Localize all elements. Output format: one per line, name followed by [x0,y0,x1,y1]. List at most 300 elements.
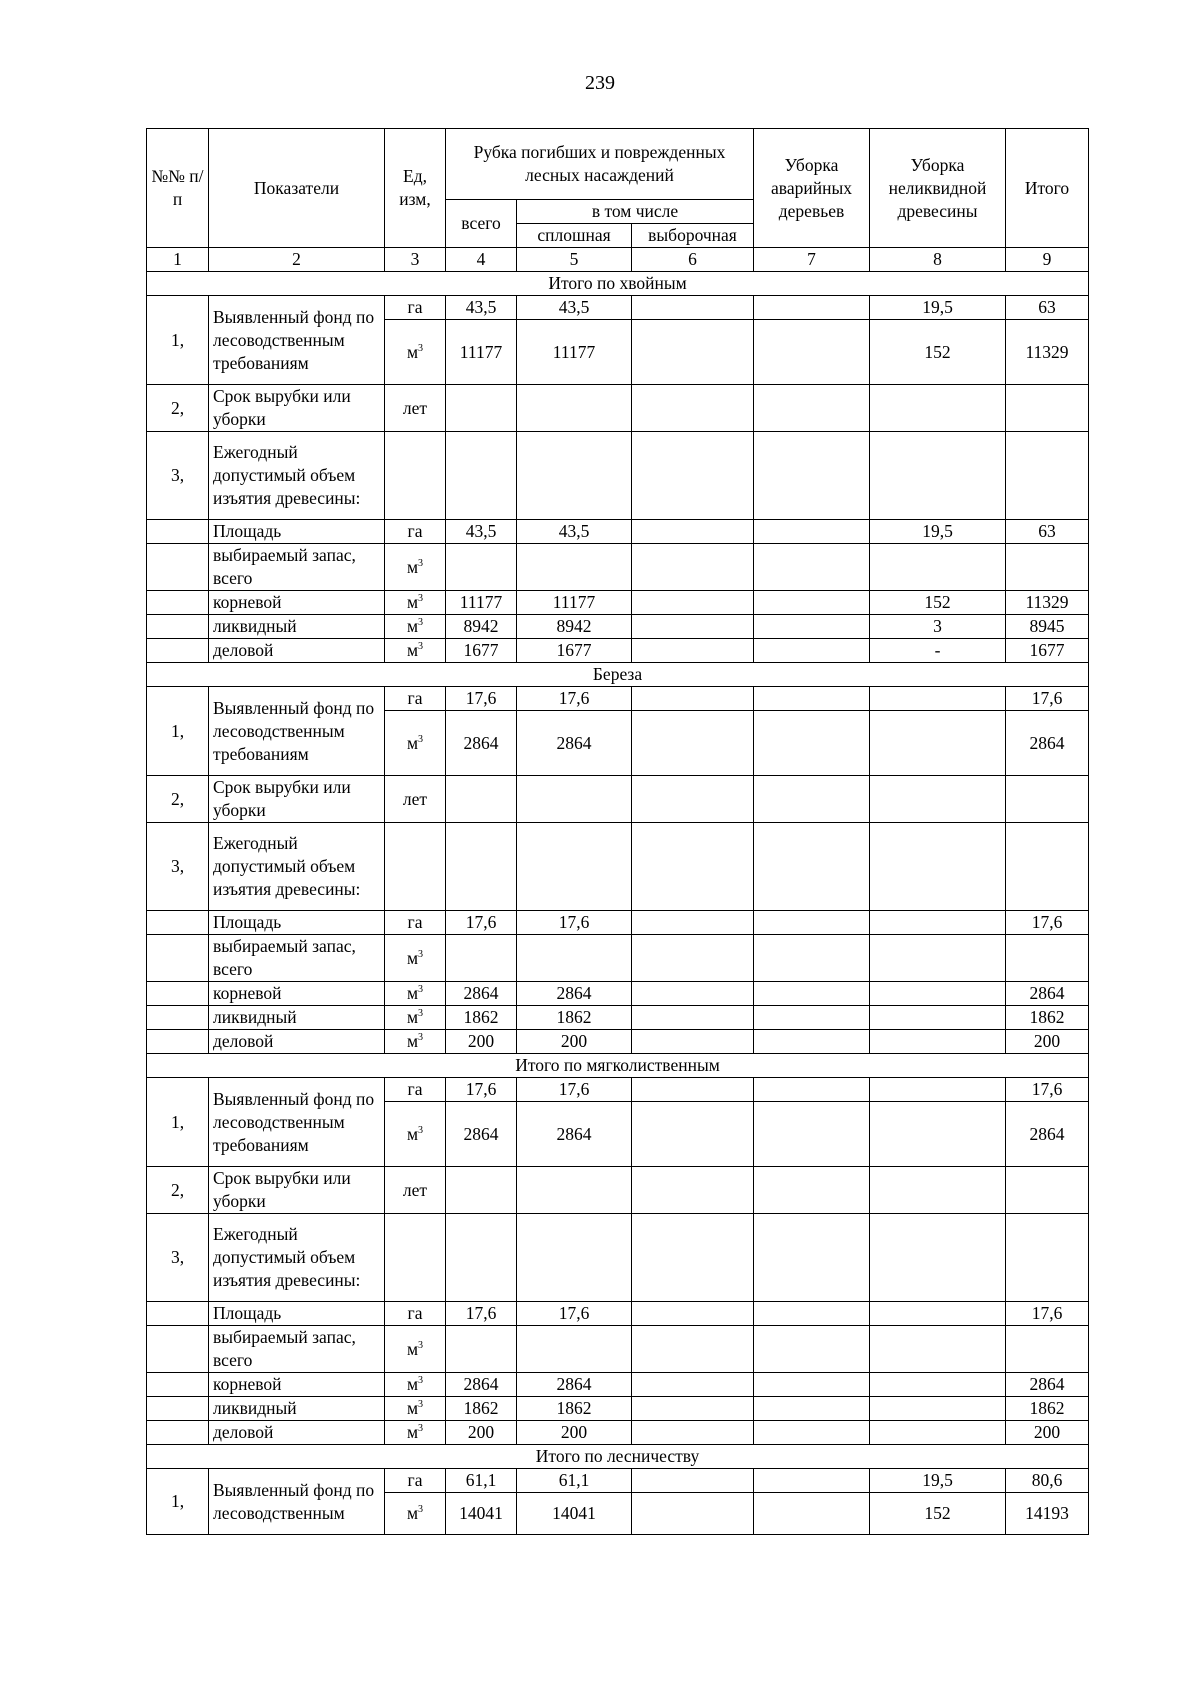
value-cell [1006,823,1089,911]
header-selective: выборочная [632,224,754,248]
row-number [147,1030,209,1054]
value-cell [1006,935,1089,982]
header-including: в том числе [517,200,754,224]
table-row [147,1006,1089,1030]
value-cell [632,776,754,823]
unit-cell: $м^3$ [385,320,446,385]
table-row [147,591,1089,615]
value-cell: 1862 [517,1397,632,1421]
row-number: 1, [147,687,209,776]
table-row [147,1397,1089,1421]
row-label: Выявленный фонд по лесоводственным [209,1469,385,1535]
unit-cell: $м^3$ [385,1006,446,1030]
value-cell: 2864 [446,982,517,1006]
table-row [147,1214,1089,1302]
row-number: 1, [147,296,209,385]
table-row [147,1421,1089,1445]
value-cell: 17,6 [446,1302,517,1326]
value-cell [870,1397,1006,1421]
value-cell [870,432,1006,520]
header-num: №№ п/п [147,129,209,248]
table-row [147,1326,1089,1373]
value-cell [754,1469,870,1493]
value-cell [754,1421,870,1445]
value-cell: 17,6 [1006,1078,1089,1102]
header-grand-total: Итого [1006,129,1089,248]
value-cell [446,935,517,982]
header-unit: Ед, изм, [385,129,446,248]
unit-cell: га [385,1469,446,1493]
value-cell: 43,5 [446,296,517,320]
value-cell: 61,1 [517,1469,632,1493]
value-cell [446,1326,517,1373]
table-row [147,911,1089,935]
value-cell [632,1030,754,1054]
value-cell [517,823,632,911]
unit-cell: $м^3$ [385,591,446,615]
value-cell [870,935,1006,982]
row-label: Срок вырубки или уборки [209,776,385,823]
table-row [147,1078,1089,1102]
section-title: Итого по мягколиственным [147,1054,1089,1078]
value-cell: 14041 [517,1493,632,1535]
row-number: 2, [147,1167,209,1214]
row-number: 1, [147,1078,209,1167]
value-cell: 200 [517,1030,632,1054]
unit-cell: $м^3$ [385,1373,446,1397]
value-cell: 17,6 [446,911,517,935]
unit-cell: лет [385,385,446,432]
value-cell [870,1373,1006,1397]
value-cell: - [870,639,1006,663]
value-cell: 2864 [446,711,517,776]
value-cell [632,1214,754,1302]
table-row [147,1469,1089,1493]
value-cell: 17,6 [446,1078,517,1102]
value-cell [632,823,754,911]
section-title: Итого по лесничеству [147,1445,1089,1469]
value-cell [754,1214,870,1302]
value-cell: 200 [446,1030,517,1054]
value-cell [632,1397,754,1421]
value-cell: 11177 [446,320,517,385]
unit-cell: га [385,1078,446,1102]
row-number [147,591,209,615]
value-cell [446,776,517,823]
value-cell [754,591,870,615]
value-cell [754,544,870,591]
value-cell [517,1167,632,1214]
row-label: корневой [209,1373,385,1397]
row-number: 3, [147,823,209,911]
value-cell [517,1214,632,1302]
table-body [147,272,1089,1535]
row-label: Площадь [209,520,385,544]
unit-cell: га [385,520,446,544]
value-cell [754,1373,870,1397]
table-row [147,615,1089,639]
header-clear: сплошная [517,224,632,248]
value-cell [870,1102,1006,1167]
value-cell [754,1493,870,1535]
value-cell: 8945 [1006,615,1089,639]
unit-cell: га [385,911,446,935]
value-cell [754,823,870,911]
value-cell [632,544,754,591]
value-cell: 17,6 [1006,1302,1089,1326]
value-cell [632,1302,754,1326]
row-number [147,1302,209,1326]
unit-cell [385,823,446,911]
header-emergency: Уборка аварийных деревьев [754,129,870,248]
value-cell [632,1006,754,1030]
col-number: 7 [754,248,870,272]
value-cell [632,320,754,385]
value-cell: 19,5 [870,1469,1006,1493]
value-cell [1006,432,1089,520]
value-cell [870,1302,1006,1326]
value-cell: 8942 [517,615,632,639]
value-cell [517,776,632,823]
row-number [147,615,209,639]
value-cell [446,544,517,591]
value-cell [754,687,870,711]
value-cell [754,711,870,776]
row-label: выбираемый запас, всего [209,544,385,591]
unit-cell: $м^3$ [385,639,446,663]
row-number [147,982,209,1006]
unit-cell [385,432,446,520]
value-cell [754,385,870,432]
value-cell: 63 [1006,520,1089,544]
table-row [147,982,1089,1006]
section-title-row [147,663,1089,687]
value-cell [870,911,1006,935]
value-cell [754,1078,870,1102]
value-cell [754,935,870,982]
table-row [147,935,1089,982]
value-cell: 200 [1006,1421,1089,1445]
value-cell [632,520,754,544]
value-cell: 1677 [517,639,632,663]
value-cell: 11329 [1006,591,1089,615]
value-cell: 200 [446,1421,517,1445]
value-cell [1006,1167,1089,1214]
unit-cell: $м^3$ [385,1493,446,1535]
row-number [147,544,209,591]
unit-cell: лет [385,1167,446,1214]
value-cell [632,296,754,320]
col-number: 1 [147,248,209,272]
row-number: 3, [147,1214,209,1302]
value-cell: 17,6 [517,1078,632,1102]
row-number [147,1397,209,1421]
value-cell: 17,6 [517,911,632,935]
row-number: 2, [147,385,209,432]
row-number [147,1421,209,1445]
unit-cell: $м^3$ [385,1421,446,1445]
value-cell: 2864 [446,1373,517,1397]
value-cell [1006,1326,1089,1373]
unit-cell: $м^3$ [385,1326,446,1373]
value-cell [632,639,754,663]
value-cell: 11177 [446,591,517,615]
value-cell: 8942 [446,615,517,639]
value-cell [754,1006,870,1030]
value-cell [1006,1214,1089,1302]
value-cell: 17,6 [1006,911,1089,935]
value-cell: 11177 [517,320,632,385]
row-number: 2, [147,776,209,823]
table-row [147,1167,1089,1214]
value-cell: 2864 [517,1373,632,1397]
section-title: Береза [147,663,1089,687]
col-number: 8 [870,248,1006,272]
value-cell [632,432,754,520]
row-label: выбираемый запас, всего [209,935,385,982]
value-cell [870,687,1006,711]
unit-cell: $м^3$ [385,615,446,639]
value-cell [632,1373,754,1397]
row-label: выбираемый запас, всего [209,1326,385,1373]
row-number: 3, [147,432,209,520]
value-cell: 17,6 [1006,687,1089,711]
row-number [147,1326,209,1373]
section-title: Итого по хвойным [147,272,1089,296]
forest-felling-table [146,128,1089,1535]
table-row [147,776,1089,823]
value-cell [446,385,517,432]
value-cell [870,1078,1006,1102]
value-cell [754,615,870,639]
value-cell: 17,6 [517,687,632,711]
value-cell [632,1167,754,1214]
table-header [147,129,1089,272]
value-cell [446,1167,517,1214]
row-number [147,935,209,982]
row-label: Срок вырубки или уборки [209,1167,385,1214]
table-row [147,639,1089,663]
value-cell: 43,5 [446,520,517,544]
value-cell [870,1214,1006,1302]
value-cell [754,1102,870,1167]
table-row [147,544,1089,591]
table-row [147,823,1089,911]
unit-cell: $м^3$ [385,1397,446,1421]
value-cell [870,1421,1006,1445]
header-total-all: всего [446,200,517,248]
value-cell [870,544,1006,591]
value-cell [632,615,754,639]
table-row [147,1030,1089,1054]
value-cell: 61,1 [446,1469,517,1493]
value-cell: 1677 [446,639,517,663]
value-cell: 1677 [1006,639,1089,663]
row-label: деловой [209,1030,385,1054]
row-number [147,1006,209,1030]
value-cell: 17,6 [517,1302,632,1326]
row-label: Срок вырубки или уборки [209,385,385,432]
unit-cell: $м^3$ [385,982,446,1006]
col-number: 2 [209,248,385,272]
value-cell [632,1469,754,1493]
value-cell [517,432,632,520]
value-cell: 200 [1006,1030,1089,1054]
col-number: 9 [1006,248,1089,272]
value-cell [517,385,632,432]
value-cell [446,432,517,520]
value-cell: 43,5 [517,520,632,544]
value-cell: 14041 [446,1493,517,1535]
value-cell [754,982,870,1006]
row-number [147,639,209,663]
value-cell: 1862 [517,1006,632,1030]
value-cell [1006,544,1089,591]
unit-cell: га [385,687,446,711]
col-number: 6 [632,248,754,272]
value-cell: 2864 [517,982,632,1006]
row-label: Выявленный фонд по лесоводственным требованиям [209,296,385,385]
row-label: Ежегодный допустимый объем изъятия древесины: [209,823,385,911]
value-cell [754,911,870,935]
table-row [147,432,1089,520]
value-cell: 2864 [1006,1102,1089,1167]
value-cell [632,385,754,432]
value-cell: 63 [1006,296,1089,320]
value-cell: 152 [870,591,1006,615]
row-number: 1, [147,1469,209,1535]
row-label: Выявленный фонд по лесоводственным требованиям [209,1078,385,1167]
value-cell [1006,385,1089,432]
value-cell: 152 [870,1493,1006,1535]
value-cell: 2864 [1006,711,1089,776]
table-row [147,1302,1089,1326]
table-row [147,385,1089,432]
row-label: Площадь [209,1302,385,1326]
value-cell [632,982,754,1006]
value-cell: 200 [517,1421,632,1445]
value-cell [632,935,754,982]
row-label: корневой [209,591,385,615]
unit-cell: $м^3$ [385,1102,446,1167]
row-label: деловой [209,639,385,663]
value-cell [754,320,870,385]
value-cell: 11177 [517,591,632,615]
value-cell [632,711,754,776]
row-label: Выявленный фонд по лесоводственным требованиям [209,687,385,776]
value-cell: 2864 [446,1102,517,1167]
section-title-row [147,1445,1089,1469]
value-cell [446,823,517,911]
value-cell [870,776,1006,823]
value-cell: 3 [870,615,1006,639]
value-cell [870,1167,1006,1214]
row-number [147,911,209,935]
value-cell [754,1326,870,1373]
value-cell: 19,5 [870,296,1006,320]
page-number: 239 [585,72,615,94]
row-label: корневой [209,982,385,1006]
table-row [147,520,1089,544]
value-cell [632,1078,754,1102]
value-cell [632,591,754,615]
row-label: ликвидный [209,615,385,639]
col-number: 3 [385,248,446,272]
value-cell [754,639,870,663]
row-number [147,1373,209,1397]
value-cell [870,385,1006,432]
value-cell: 152 [870,320,1006,385]
header-felling-group: Рубка погибших и поврежденных лесных насаждений [446,129,754,200]
value-cell [870,823,1006,911]
value-cell [632,1493,754,1535]
value-cell [754,432,870,520]
header-indicator: Показатели [209,129,385,248]
unit-cell: $м^3$ [385,1030,446,1054]
value-cell [870,1326,1006,1373]
row-number [147,520,209,544]
value-cell [632,1326,754,1373]
value-cell [754,1030,870,1054]
row-label: деловой [209,1421,385,1445]
row-label: ликвидный [209,1006,385,1030]
value-cell [1006,776,1089,823]
value-cell: 2864 [517,711,632,776]
column-number-row [147,248,1089,272]
row-label: ликвидный [209,1397,385,1421]
value-cell: 80,6 [1006,1469,1089,1493]
value-cell [446,1214,517,1302]
value-cell [870,1030,1006,1054]
value-cell: 1862 [1006,1397,1089,1421]
value-cell: 2864 [1006,1373,1089,1397]
value-cell [870,982,1006,1006]
row-label: Площадь [209,911,385,935]
value-cell [632,911,754,935]
value-cell: 43,5 [517,296,632,320]
value-cell [754,776,870,823]
section-title-row [147,272,1089,296]
unit-cell [385,1214,446,1302]
value-cell [754,520,870,544]
row-label: Ежегодный допустимый объем изъятия древесины: [209,1214,385,1302]
table-row [147,296,1089,320]
value-cell [870,1006,1006,1030]
value-cell: 1862 [446,1006,517,1030]
value-cell: 2864 [517,1102,632,1167]
header-illiquid: Уборка неликвидной древесины [870,129,1006,248]
value-cell: 1862 [1006,1006,1089,1030]
section-title-row [147,1054,1089,1078]
table-row [147,1373,1089,1397]
row-label: Ежегодный допустимый объем изъятия древесины: [209,432,385,520]
unit-cell: лет [385,776,446,823]
value-cell: 2864 [1006,982,1089,1006]
value-cell [632,687,754,711]
value-cell [870,711,1006,776]
value-cell [517,935,632,982]
unit-cell: га [385,296,446,320]
col-number: 5 [517,248,632,272]
value-cell [632,1102,754,1167]
value-cell [517,544,632,591]
value-cell [754,1167,870,1214]
value-cell: 19,5 [870,520,1006,544]
col-number: 4 [446,248,517,272]
unit-cell: га [385,1302,446,1326]
unit-cell: $м^3$ [385,935,446,982]
value-cell [517,1326,632,1373]
